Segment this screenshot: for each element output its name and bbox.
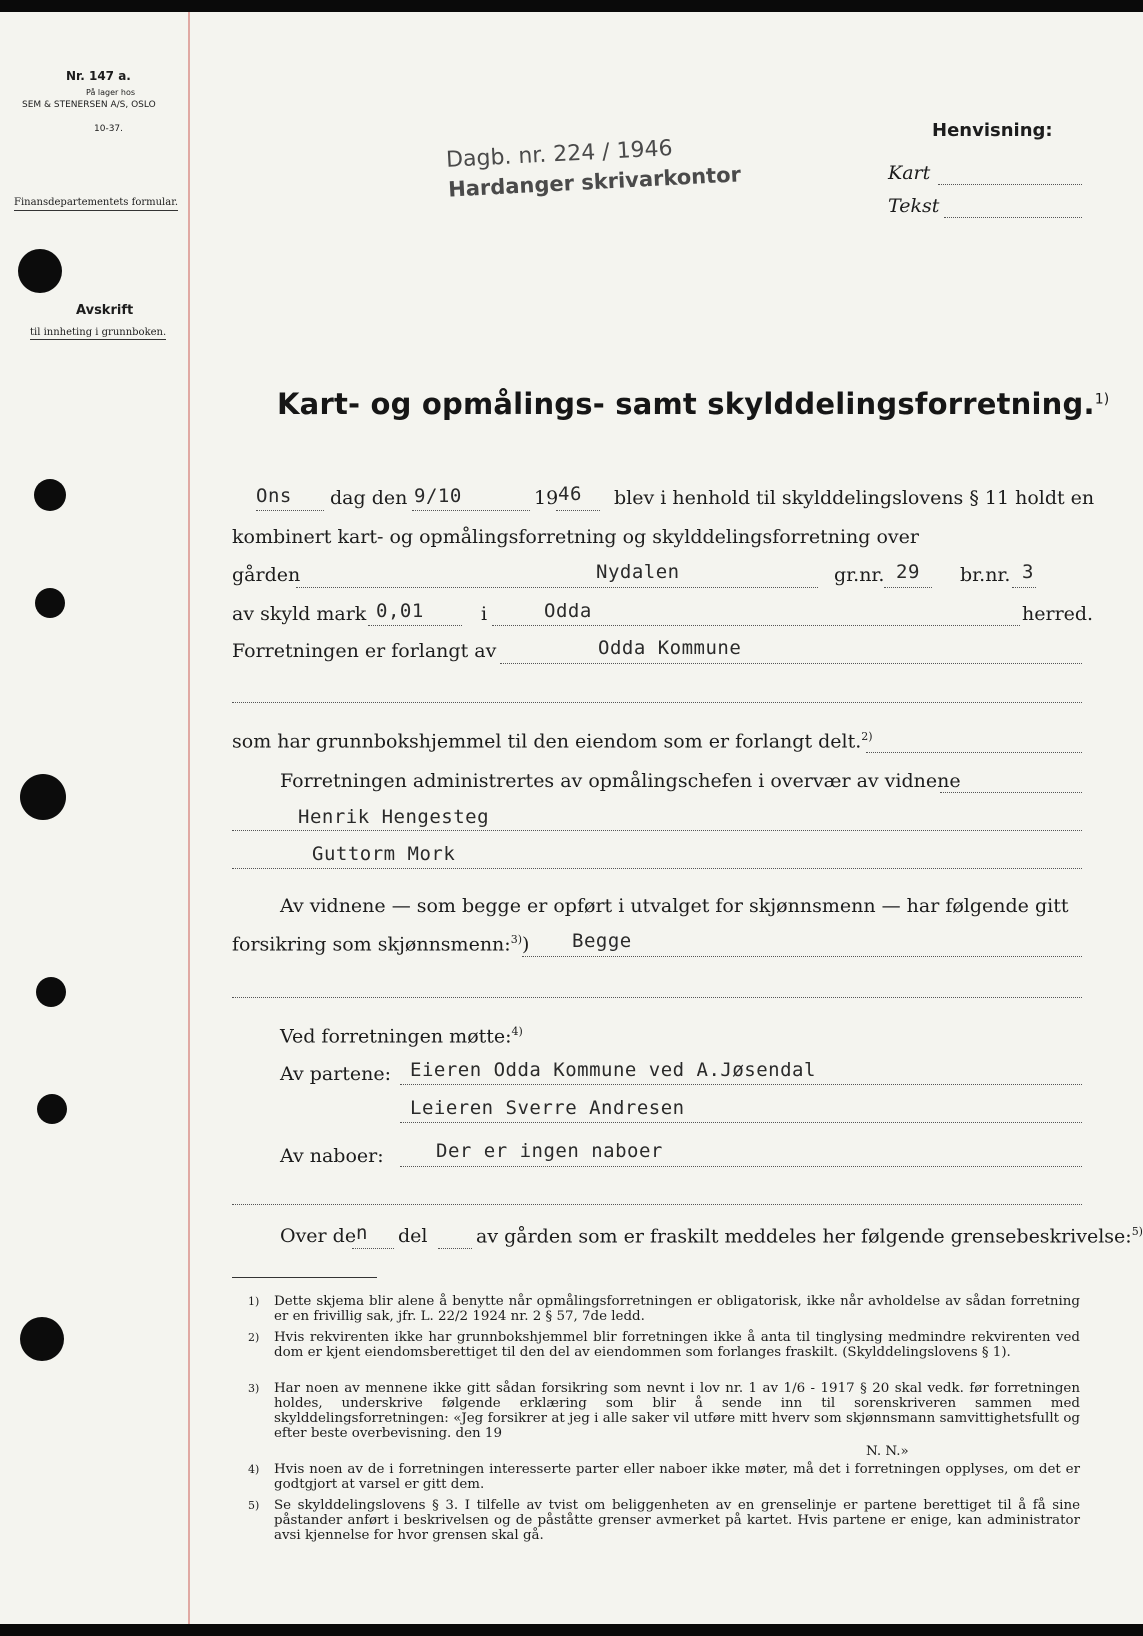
footnote-text: Dette skjema blir alene å benytte når opmålingsforretningen er obligatorisk, ikke når avholdelse av sådan forretning er en frivillig sak, jfr. L. 22/2 1924 nr. 2 § 57, 7de ledd. [274, 1294, 1080, 1324]
over-rest: av gården som er fraskilt meddeles her følgende grensebeskrivelse:$^{5)}$ [476, 1225, 1143, 1248]
herred-label: herred. [1022, 603, 1094, 625]
document-page [0, 12, 1143, 1624]
i-label: i [481, 603, 488, 625]
partene-line-1: Eieren Odda Kommune ved A.Jøsendal [410, 1059, 816, 1081]
day-field: Ons [256, 485, 292, 507]
printer-line-2: SEM & STENERSEN A/S, OSLO [22, 100, 156, 110]
over-field: n [356, 1222, 368, 1244]
punch-hole [20, 774, 66, 820]
brnr-field: 3 [1022, 561, 1034, 583]
over-footnote-ref: 5) [1131, 1225, 1143, 1238]
partene-label: Av partene: [280, 1063, 392, 1085]
punch-hole [37, 1094, 67, 1124]
footnote-signature [866, 1444, 909, 1459]
footnote-separator [232, 1277, 377, 1278]
witness2-dotted-line [232, 868, 1082, 869]
partene2-dotted-line [400, 1122, 1082, 1123]
margin-rule [188, 12, 190, 1624]
footnote-4 [248, 1462, 1080, 1492]
naboer-label: Av naboer: [280, 1145, 384, 1167]
date-dotted-line [412, 510, 530, 511]
witness-2: Guttorm Mork [312, 843, 456, 865]
witness1-dotted-line [232, 830, 1082, 831]
year-dotted-line [556, 510, 600, 511]
document-title: Kart- og opmålings- samt skylddelingsforretning.$^{1)}$ [277, 387, 1110, 421]
line2-text: kombinert kart- og opmålingsforretning og skylddelingsforretning over [232, 526, 919, 548]
day-dotted-line [256, 510, 324, 511]
tekst-dotted-line [944, 217, 1082, 218]
brnr-label: br.nr. [960, 564, 1011, 586]
blank-dotted-line-3 [232, 1204, 1082, 1205]
kart-dotted-line [938, 184, 1082, 185]
forlangt-field: Odda Kommune [598, 637, 742, 659]
partene-line-2: Leieren Sverre Andresen [410, 1097, 685, 1119]
footnote-5 [248, 1498, 1080, 1543]
blank-dotted-line [232, 702, 1082, 703]
avskrift-label: Avskrift [76, 303, 134, 318]
footnote-2 [248, 1330, 1080, 1360]
del-label: del [398, 1225, 428, 1247]
forlangt-dotted-line [500, 663, 1082, 664]
garden-dotted-line [296, 587, 818, 588]
footnote-number: 3) [248, 1382, 260, 1395]
herred-field: Odda [544, 600, 592, 622]
footnote-3 [248, 1381, 1080, 1441]
hjemmel-text: som har grunnbokshjemmel til den eiendom som er forlangt delt.$^{2)}$ [232, 730, 873, 753]
footnote-number: 5) [248, 1499, 260, 1512]
motte-label: Ved forretningen møtte:$^{4)}$ [280, 1025, 523, 1048]
title-footnote-ref: 1) [1094, 391, 1110, 408]
naboer-dotted-line [400, 1166, 1082, 1167]
year-field: 46 [558, 483, 582, 505]
herred-dotted-line [492, 625, 1020, 626]
punch-hole [34, 479, 66, 511]
garden-field: Nydalen [596, 561, 680, 583]
forsikring-footnote-ref: 3) [510, 933, 522, 946]
henvisning-tekst: Tekst [888, 195, 940, 217]
grnr-dotted-line [884, 587, 932, 588]
registry-stamp-number: Dagb. nr. 224 / 1946 [445, 136, 674, 173]
forsikring-label: forsikring som skjønnsmenn:$^{3)}$) [232, 933, 530, 956]
registry-stamp-office: Hardanger skrivarkontor [447, 162, 742, 202]
forsikring-dotted-line [522, 956, 1082, 957]
del-dotted-line [438, 1248, 472, 1249]
footnote-text: Se skylddelingslovens § 3. I tilfelle av tvist om beliggenheten av en grenselinje er partene berettiget til å få sine påstander anført i beskrivelsen og de påståtte grenser avmerket på kartet. Hvis partene er enige, kan administrator avsi kjennelse for hvor grensen skal gå. [274, 1498, 1080, 1543]
footnote-number: 2) [248, 1331, 260, 1344]
grnr-label: gr.nr. [834, 564, 885, 586]
admin-text: Forretningen administrertes av opmålingschefen i overvær av vidnene [280, 770, 961, 792]
naboer-field: Der er ingen naboer [436, 1140, 663, 1162]
garden-label: gården [232, 564, 301, 586]
blank-dotted-line-2 [232, 997, 1082, 998]
henvisning-kart: Kart [888, 162, 931, 184]
punch-hole [20, 1317, 64, 1361]
line1-rest: blev i henhold til skylddelingslovens § 11 holdt en [614, 487, 1095, 509]
over-label: Over de [280, 1225, 357, 1247]
form-number: Nr. 147 a. [66, 69, 131, 83]
hjemmel-footnote-ref: 2) [861, 730, 873, 743]
witness-1: Henrik Hengesteg [298, 806, 490, 828]
forsikring-field: Begge [572, 930, 632, 952]
footnote-text: Hvis noen av de i forretningen interesserte parter eller naboer ikke møter, må det i forretningen opplyses, om det er godtgjort at varsel er gitt dem. [274, 1462, 1080, 1492]
footnote-text: Hvis rekvirenten ikke har grunnbokshjemmel blir forretningen ikke å anta til tinglysing medmindre rekvirenten ved dom er kjent eiendomsberettiget til den del av eiendommen som forlanges fraskilt. (Skylddelingslovens § 1). [274, 1330, 1080, 1360]
partene1-dotted-line [400, 1084, 1082, 1085]
punch-hole [35, 588, 65, 618]
admin-dotted-line [940, 792, 1082, 793]
vidner-text: Av vidnene — som begge er opført i utvalget for skjønnsmenn — har følgende gitt [280, 895, 1069, 917]
henvisning-title: Henvisning: [932, 120, 1053, 141]
day-suffix: dag den [330, 487, 408, 509]
punch-hole [18, 249, 62, 293]
footnote-text: Har noen av mennene ikke gitt sådan forsikring som nevnt i lov nr. 1 av 1/6 - 1917 § 20 skal vedk. før forretningen holdes, underskrive følgende erklæring som blir å sende inn til sorenskriveren sammen med skylddelingsforretningen: «Jeg forsikrer at jeg i alle saker vil utføre mitt hverv som skjønnsmann samvittighetsfullt og efter beste overbevisning. den 19 [274, 1381, 1080, 1441]
punch-hole [36, 977, 66, 1007]
ministry-label: Finansdepartementets formular. [14, 197, 178, 211]
footnote-text: N. N.» [866, 1444, 909, 1459]
brnr-dotted-line [1012, 587, 1036, 588]
skyld-field: 0,01 [376, 600, 424, 622]
footnote-number: 1) [248, 1295, 260, 1308]
date-field: 9/10 [414, 485, 462, 507]
avskrift-sub: til innheting i grunnboken. [30, 327, 167, 338]
motte-footnote-ref: 4) [511, 1025, 523, 1038]
skyld-label: av skyld mark [232, 603, 367, 625]
footnote-number: 4) [248, 1463, 260, 1476]
year-prefix: 19 [534, 487, 559, 509]
grnr-field: 29 [896, 561, 920, 583]
forlangt-label: Forretningen er forlangt av [232, 640, 497, 662]
printer-line-1: På lager hos [86, 88, 135, 97]
hjemmel-dotted-line [866, 752, 1082, 753]
footnote-1 [248, 1294, 1080, 1324]
over-dotted-line [352, 1248, 394, 1249]
skyld-dotted-line [368, 625, 462, 626]
printer-line-3: 10-37. [94, 124, 124, 134]
